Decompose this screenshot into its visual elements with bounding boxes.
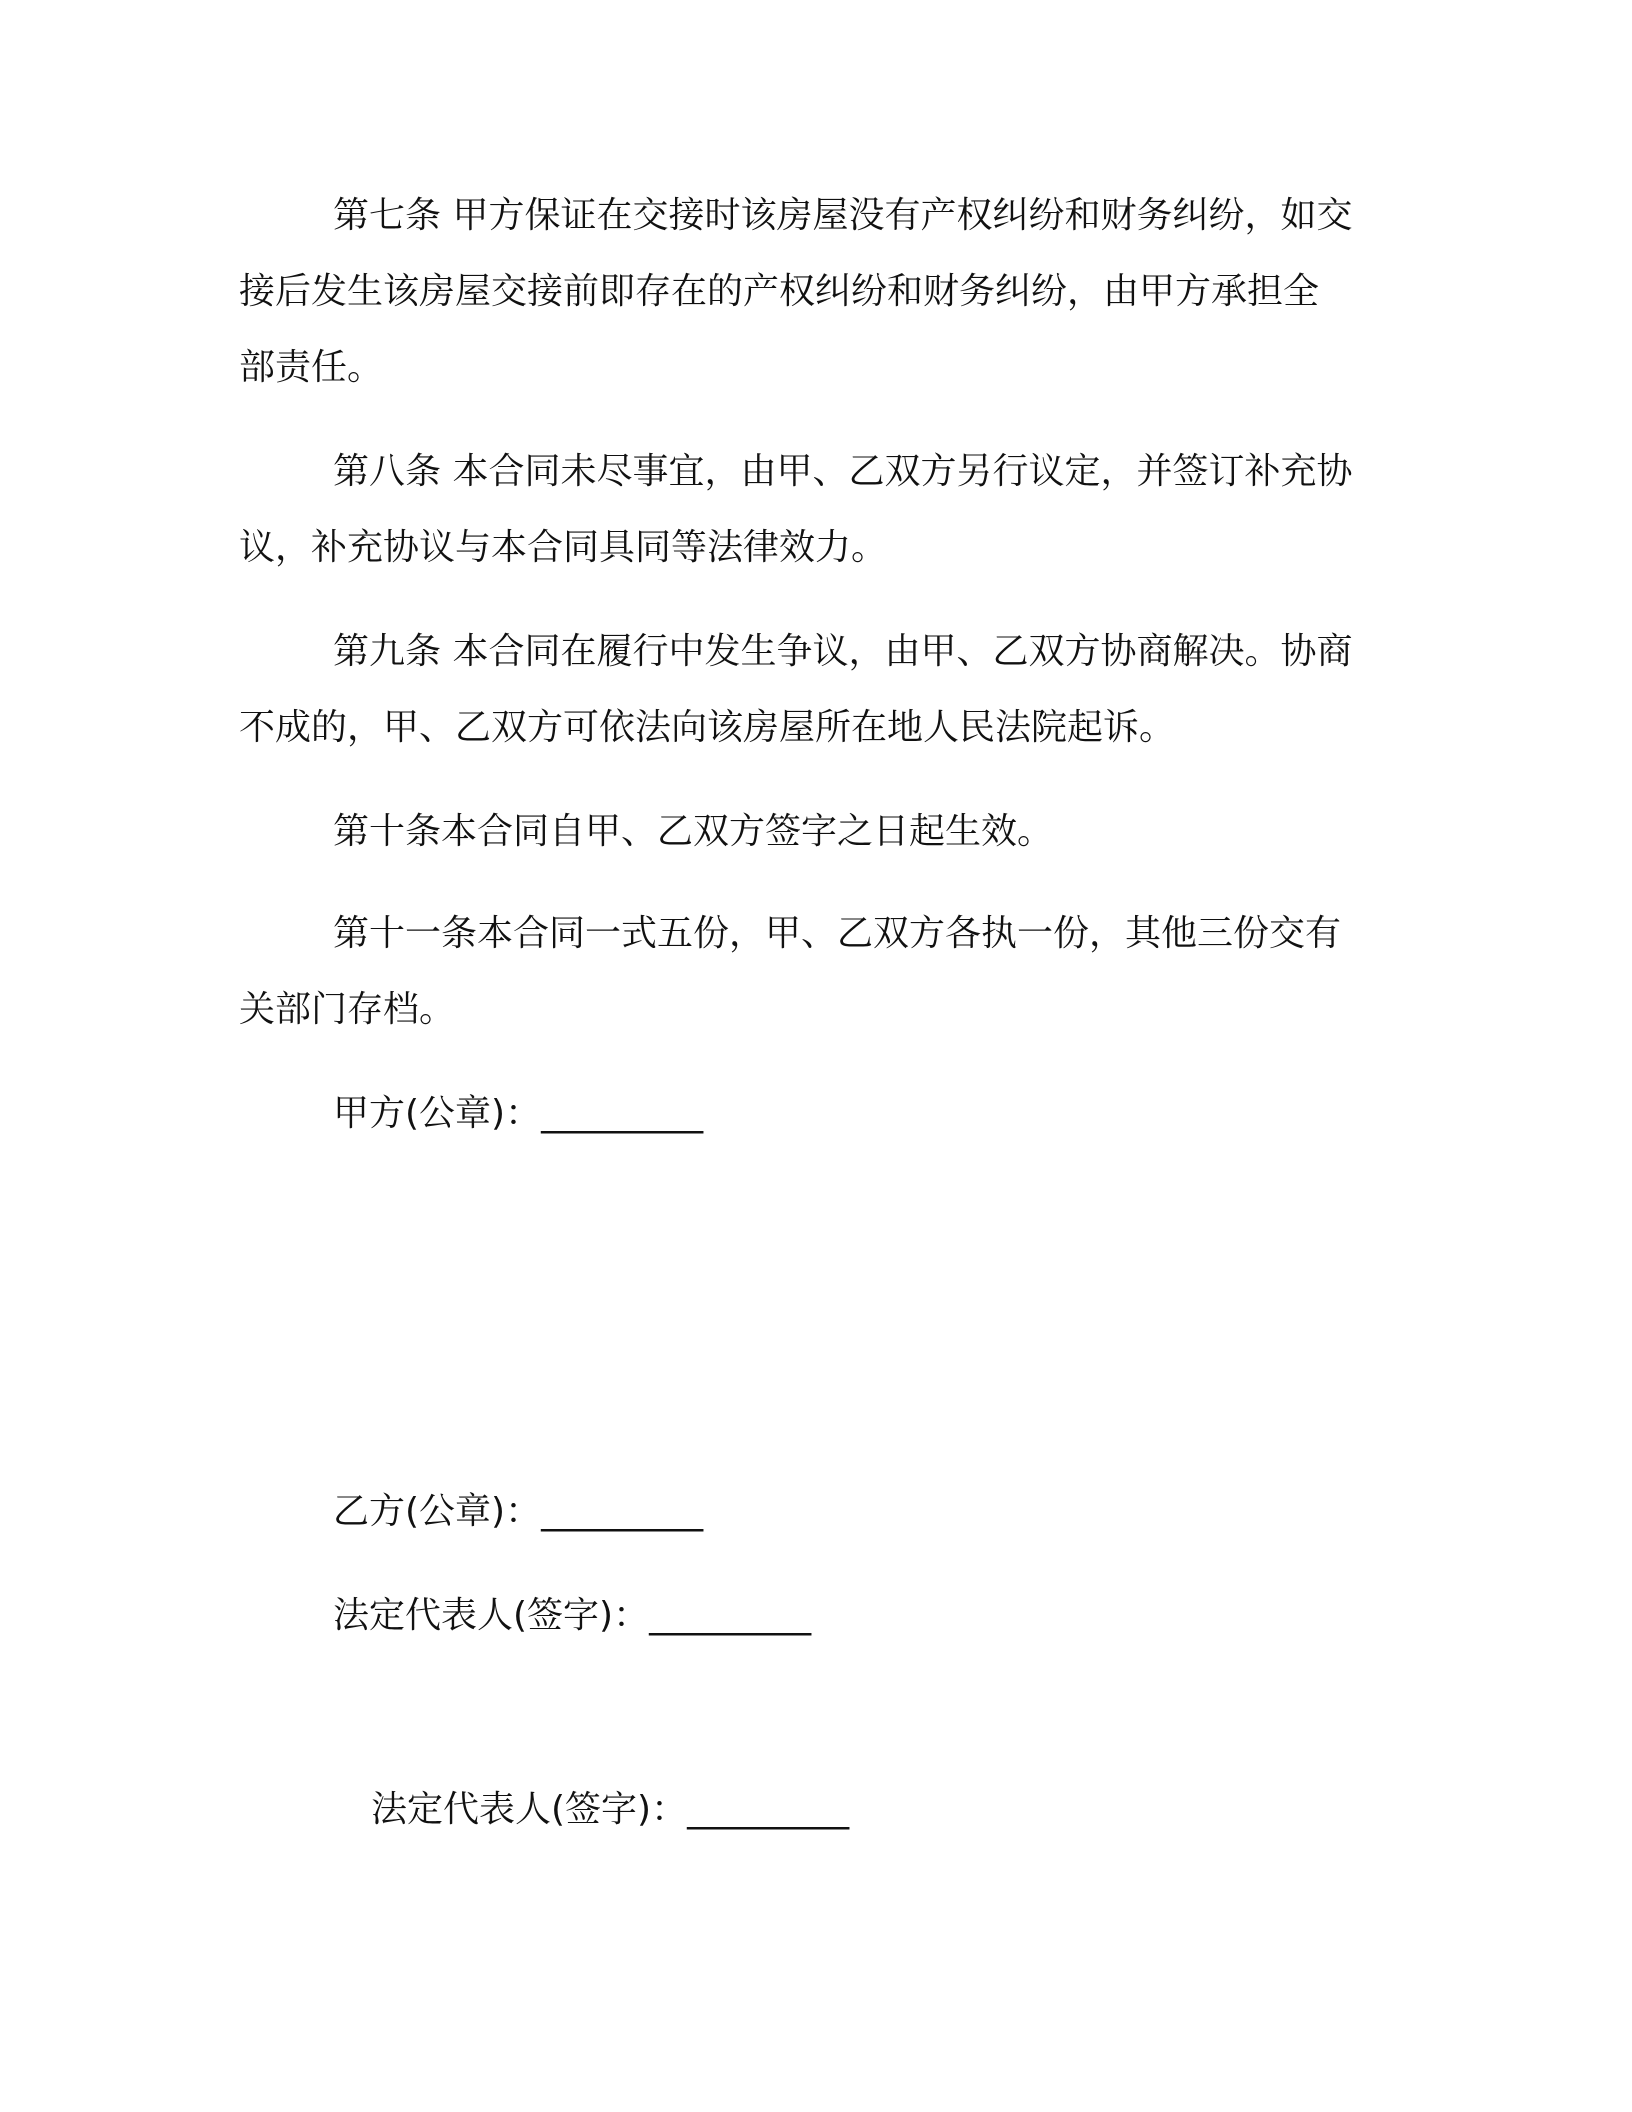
article-8-line-1: 第八条 本合同未尽事宜，由甲、乙双方另行议定，并签订补充协 [333,451,1353,492]
party-a-seal-line: 甲方(公章)：_________ [333,1093,704,1134]
article-9-line-2: 不成的，甲、乙双方可依法向该房屋所在地人民法院起诉。 [239,707,1176,748]
legal-representative-signature-line-2: 法定代表人(签字)：_________ [371,1789,850,1830]
legal-representative-signature-line-1: 法定代表人(签字)：_________ [333,1595,812,1636]
party-b-seal-line: 乙方(公章)：_________ [333,1491,704,1532]
article-11-line-2: 关部门存档。 [239,989,456,1030]
article-7-line-3: 部责任。 [239,347,384,388]
article-11-line-1: 第十一条本合同一式五份，甲、乙双方各执一份，其他三份交有 [333,913,1342,954]
article-7-line-1: 第七条 甲方保证在交接时该房屋没有产权纠纷和财务纠纷，如交 [333,195,1353,236]
article-8-line-2: 议，补充协议与本合同具同等法律效力。 [239,527,888,568]
article-9-line-1: 第九条 本合同在履行中发生争议，由甲、乙双方协商解决。协商 [333,631,1353,672]
article-7-line-2: 接后发生该房屋交接前即存在的产权纠纷和财务纠纷，由甲方承担全 [239,271,1320,312]
article-10-line-1: 第十条本合同自甲、乙双方签字之日起生效。 [333,811,1054,852]
